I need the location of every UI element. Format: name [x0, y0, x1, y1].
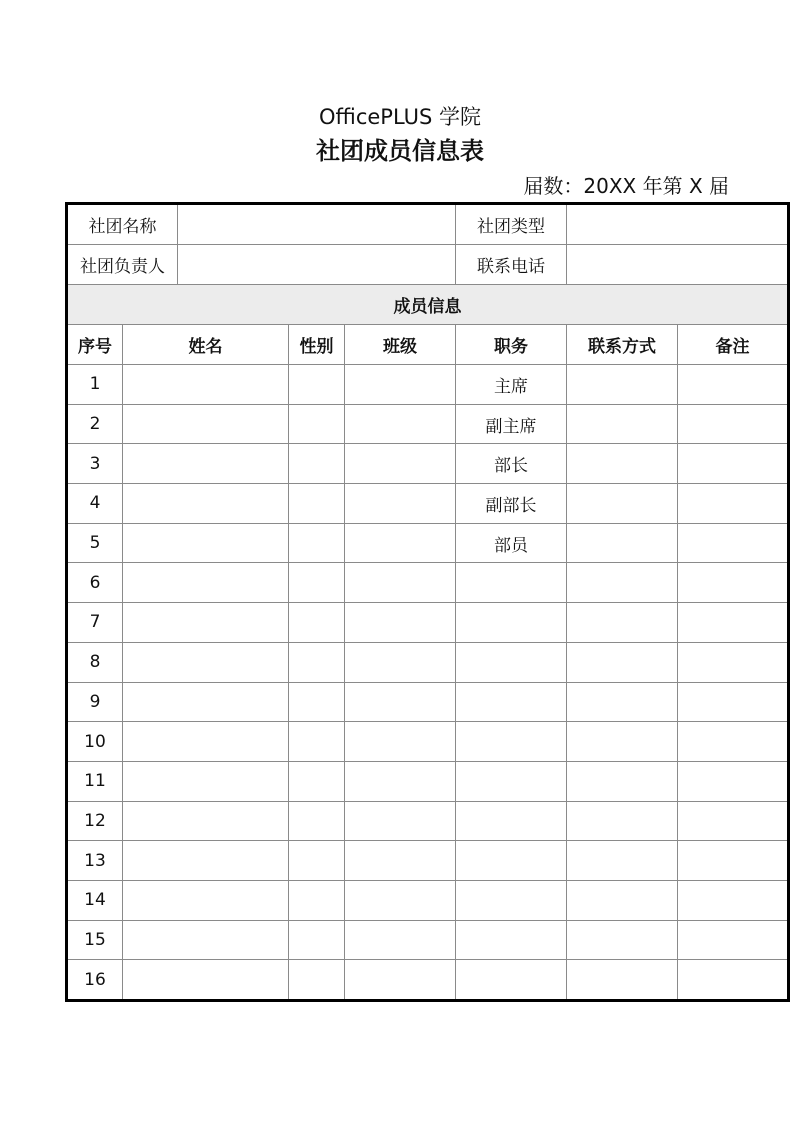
table-row	[67, 523, 789, 563]
table-row	[67, 682, 789, 722]
name-cell[interactable]	[123, 603, 289, 643]
class-cell[interactable]	[345, 603, 456, 643]
note-cell[interactable]	[678, 801, 789, 841]
column-header-note: 备注	[678, 325, 789, 365]
gender-cell[interactable]	[289, 880, 345, 920]
contact-cell[interactable]	[567, 960, 678, 1001]
position-cell[interactable]: 副主席	[456, 404, 567, 444]
note-cell[interactable]	[678, 761, 789, 801]
table-row	[67, 642, 789, 682]
row-number: 3	[67, 444, 123, 484]
form-title: 社团成员信息表	[316, 137, 484, 165]
contact-cell[interactable]	[567, 682, 678, 722]
table-row	[67, 444, 789, 484]
name-cell[interactable]	[123, 682, 289, 722]
leader-field[interactable]	[178, 245, 456, 285]
leader-label: 社团负责人	[67, 245, 178, 285]
position-cell[interactable]	[456, 801, 567, 841]
leader-row	[67, 245, 789, 285]
member-rows	[67, 365, 789, 1001]
table-row	[67, 563, 789, 603]
session-value: 20XX 年第 X 届	[583, 174, 729, 198]
gender-cell[interactable]	[289, 523, 345, 563]
row-number: 9	[67, 682, 123, 722]
table-row	[67, 484, 789, 524]
position-cell[interactable]: 部长	[456, 444, 567, 484]
gender-cell[interactable]	[289, 960, 345, 1001]
position-cell[interactable]	[456, 642, 567, 682]
class-cell[interactable]	[345, 444, 456, 484]
contact-cell[interactable]	[567, 444, 678, 484]
name-cell[interactable]	[123, 642, 289, 682]
gender-cell[interactable]	[289, 603, 345, 643]
table-row	[67, 841, 789, 881]
note-cell[interactable]	[678, 682, 789, 722]
gender-cell[interactable]	[289, 841, 345, 881]
position-cell[interactable]	[456, 722, 567, 762]
class-cell[interactable]	[345, 404, 456, 444]
gender-cell[interactable]	[289, 563, 345, 603]
class-cell[interactable]	[345, 523, 456, 563]
name-cell[interactable]	[123, 444, 289, 484]
position-cell[interactable]	[456, 880, 567, 920]
class-cell[interactable]	[345, 761, 456, 801]
class-cell[interactable]	[345, 920, 456, 960]
column-header-name: 姓名	[123, 325, 289, 365]
row-number: 6	[67, 563, 123, 603]
column-header-class: 班级	[345, 325, 456, 365]
gender-cell[interactable]	[289, 484, 345, 524]
column-header-position: 职务	[456, 325, 567, 365]
contact-cell[interactable]	[567, 404, 678, 444]
contact-cell[interactable]	[567, 484, 678, 524]
position-cell[interactable]: 主席	[456, 365, 567, 405]
note-cell[interactable]	[678, 841, 789, 881]
club-name-row	[67, 204, 789, 245]
column-header-row	[67, 325, 789, 365]
contact-cell[interactable]	[567, 603, 678, 643]
position-cell[interactable]	[456, 603, 567, 643]
position-cell[interactable]: 部员	[456, 523, 567, 563]
row-number: 13	[67, 841, 123, 881]
note-cell[interactable]	[678, 642, 789, 682]
class-cell[interactable]	[345, 563, 456, 603]
session-line	[523, 172, 729, 200]
section-title: 成员信息	[67, 285, 789, 325]
gender-cell[interactable]	[289, 682, 345, 722]
contact-cell[interactable]	[567, 642, 678, 682]
class-cell[interactable]	[345, 801, 456, 841]
name-cell[interactable]	[123, 841, 289, 881]
contact-cell[interactable]	[567, 722, 678, 762]
position-cell[interactable]	[456, 682, 567, 722]
column-header-contact: 联系方式	[567, 325, 678, 365]
position-cell[interactable]: 副部长	[456, 484, 567, 524]
table-row	[67, 365, 789, 405]
name-cell[interactable]	[123, 761, 289, 801]
name-cell[interactable]	[123, 722, 289, 762]
contact-cell[interactable]	[567, 365, 678, 405]
table-row	[67, 920, 789, 960]
phone-label: 联系电话	[456, 245, 567, 285]
club-name-label: 社团名称	[67, 204, 178, 245]
note-cell[interactable]	[678, 484, 789, 524]
organization-name: OfficePLUS 学院	[319, 105, 481, 129]
contact-cell[interactable]	[567, 523, 678, 563]
name-cell[interactable]	[123, 880, 289, 920]
position-cell[interactable]	[456, 920, 567, 960]
class-cell[interactable]	[345, 960, 456, 1001]
name-cell[interactable]	[123, 523, 289, 563]
gender-cell[interactable]	[289, 365, 345, 405]
phone-field[interactable]	[567, 245, 789, 285]
note-cell[interactable]	[678, 444, 789, 484]
gender-cell[interactable]	[289, 761, 345, 801]
gender-cell[interactable]	[289, 920, 345, 960]
table-row	[67, 404, 789, 444]
contact-cell[interactable]	[567, 920, 678, 960]
note-cell[interactable]	[678, 563, 789, 603]
class-cell[interactable]	[345, 365, 456, 405]
position-cell[interactable]	[456, 960, 567, 1001]
gender-cell[interactable]	[289, 444, 345, 484]
contact-cell[interactable]	[567, 801, 678, 841]
position-cell[interactable]	[456, 761, 567, 801]
club-type-label: 社团类型	[456, 204, 567, 245]
gender-cell[interactable]	[289, 722, 345, 762]
note-cell[interactable]	[678, 603, 789, 643]
row-number: 4	[67, 484, 123, 524]
table-row	[67, 960, 789, 1001]
name-cell[interactable]	[123, 801, 289, 841]
row-number: 15	[67, 920, 123, 960]
row-number: 8	[67, 642, 123, 682]
class-cell[interactable]	[345, 722, 456, 762]
name-cell[interactable]	[123, 960, 289, 1001]
contact-cell[interactable]	[567, 841, 678, 881]
row-number: 7	[67, 603, 123, 643]
table-row	[67, 880, 789, 920]
class-cell[interactable]	[345, 642, 456, 682]
club-name-field[interactable]	[178, 204, 456, 245]
table-row	[67, 722, 789, 762]
class-cell[interactable]	[345, 880, 456, 920]
note-cell[interactable]	[678, 404, 789, 444]
row-number: 1	[67, 365, 123, 405]
note-cell[interactable]	[678, 365, 789, 405]
class-cell[interactable]	[345, 484, 456, 524]
section-header-row	[67, 285, 789, 325]
contact-cell[interactable]	[567, 761, 678, 801]
gender-cell[interactable]	[289, 801, 345, 841]
row-number: 5	[67, 523, 123, 563]
member-info-table	[65, 202, 790, 1002]
name-cell[interactable]	[123, 404, 289, 444]
note-cell[interactable]	[678, 722, 789, 762]
note-cell[interactable]	[678, 880, 789, 920]
name-cell[interactable]	[123, 484, 289, 524]
note-cell[interactable]	[678, 920, 789, 960]
gender-cell[interactable]	[289, 642, 345, 682]
class-cell[interactable]	[345, 682, 456, 722]
name-cell[interactable]	[123, 563, 289, 603]
column-header-gender: 性别	[289, 325, 345, 365]
row-number: 2	[67, 404, 123, 444]
contact-cell[interactable]	[567, 880, 678, 920]
name-cell[interactable]	[123, 365, 289, 405]
table-row	[67, 761, 789, 801]
row-number: 16	[67, 960, 123, 1001]
table-row	[67, 603, 789, 643]
name-cell[interactable]	[123, 920, 289, 960]
note-cell[interactable]	[678, 523, 789, 563]
table-row	[67, 801, 789, 841]
row-number: 14	[67, 880, 123, 920]
session-label: 届数：	[523, 174, 584, 198]
contact-cell[interactable]	[567, 563, 678, 603]
position-cell[interactable]	[456, 841, 567, 881]
club-type-field[interactable]	[567, 204, 789, 245]
row-number: 12	[67, 801, 123, 841]
position-cell[interactable]	[456, 563, 567, 603]
gender-cell[interactable]	[289, 404, 345, 444]
row-number: 10	[67, 722, 123, 762]
row-number: 11	[67, 761, 123, 801]
note-cell[interactable]	[678, 960, 789, 1001]
column-header-number: 序号	[67, 325, 123, 365]
class-cell[interactable]	[345, 841, 456, 881]
